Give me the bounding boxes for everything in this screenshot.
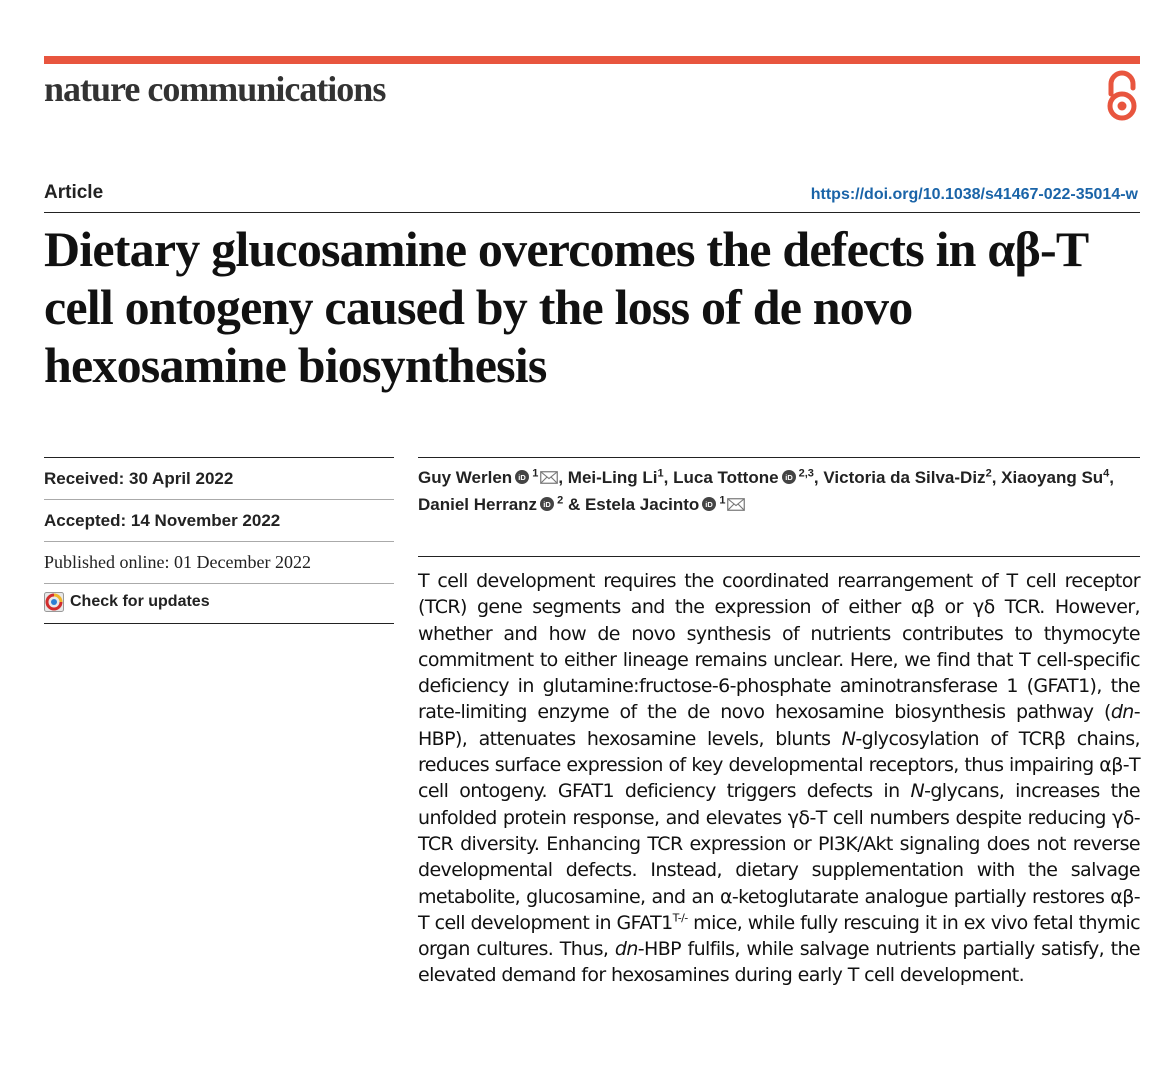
check-for-updates-button[interactable]: [44, 592, 210, 612]
author-affiliation: 2,3: [795, 467, 814, 480]
orcid-icon[interactable]: [540, 497, 554, 511]
author-affiliation: 1: [529, 467, 539, 480]
author-name: Daniel Herranz: [418, 495, 538, 514]
author-1[interactable]: [418, 468, 558, 487]
title-divider: [44, 212, 1140, 213]
abstract: [418, 568, 1140, 989]
updates-divider: [44, 623, 394, 624]
meta-divider-top-left: [44, 457, 394, 458]
author-affiliation: 4: [1103, 467, 1110, 480]
accepted-date: Accepted: 14 November 2022: [44, 511, 281, 530]
orcid-icon[interactable]: [702, 497, 716, 511]
author-7[interactable]: [585, 495, 746, 514]
open-access-icon: [1102, 70, 1142, 122]
orcid-icon[interactable]: [515, 470, 529, 484]
author-6[interactable]: [418, 495, 563, 514]
svg-text:iD: iD: [543, 500, 551, 509]
author-4[interactable]: [823, 468, 991, 487]
author-affiliation: 1: [657, 467, 664, 480]
svg-text:iD: iD: [705, 500, 714, 509]
author-affiliation: 2: [554, 494, 564, 507]
header-accent-bar: [44, 56, 1140, 64]
author-2[interactable]: [568, 468, 664, 487]
published-divider: [44, 583, 394, 584]
received-date: Received: 30 April 2022: [44, 469, 234, 488]
published-date: Published online: 01 December 2022: [44, 552, 311, 572]
email-icon[interactable]: [727, 498, 745, 511]
svg-text:iD: iD: [784, 473, 793, 482]
received-divider: [44, 499, 394, 500]
meta-divider-top-right: [418, 457, 1140, 458]
article-type-label: Article: [44, 182, 104, 203]
svg-text:iD: iD: [518, 473, 526, 482]
abstract-text: T cell development requires the coordinated rearrangement of T cell receptor (TCR) gene segments and the expression of either αβ or γδ TCR. However, whether and how de novo synthesis of nutrients contributes to thymocyte commitment to either lineage remains unclear. Here, we find that T cell-specific deficiency in glutamine:fructose-6-phosphate aminotransferase 1 (GFAT1), the rate-limiting enzyme of the de novo hexosamine biosynthesis pathway (dn-HBP), attenuates hexosamine levels, blunts N-glycosylation of TCRβ chains, reduces surface expression of key developmental receptors, thus impairing αβ-T cell ontogeny. GFAT1 deficiency triggers defects in N-glycans, increases the unfolded protein response, and elevates γδ-T cell numbers despite reducing γδ-TCR diversity. Enhancing TCR expression or PI3K/Akt signaling does not reverse developmental defects. Instead, dietary supplementation with the salvage metabolite, glucosamine, and an α-ketoglutarate analogue partially restores αβ-T cell development in $GFAT1^{T-/-}$ mice, while fully rescuing it in ex vivo fetal thymic organ cultures. Thus, dn-HBP fulfils, while salvage nutrients partially satisfy, the elevated demand for hexosamines during early T cell development.: [418, 570, 1140, 987]
article-title: Dietary glucosamine overcomes the defects in αβ-T cell ontogeny caused by the loss of de novo hexosamine biosynthesis: [44, 221, 1088, 393]
author-affiliation: 1: [716, 494, 726, 507]
author-name: Estela Jacinto: [584, 495, 700, 514]
author-5[interactable]: [1001, 468, 1109, 487]
check-for-updates-label: Check for updates: [70, 593, 210, 610]
check-updates-icon: [44, 592, 64, 612]
author-name: Luca Tottone: [673, 468, 779, 487]
doi-link[interactable]: https://doi.org/10.1038/s41467-022-35014-w: [810, 186, 1138, 203]
email-icon[interactable]: [540, 471, 558, 484]
author-name: Xiaoyang Su: [1001, 468, 1104, 487]
author-name: Guy Werlen: [418, 468, 513, 487]
abstract-divider: [418, 556, 1140, 557]
orcid-icon[interactable]: [782, 470, 796, 484]
author-name: Mei-Ling Li: [567, 468, 658, 487]
author-name: Victoria da Silva-Diz: [823, 468, 986, 487]
accepted-divider: [44, 541, 394, 542]
author-affiliation: 2: [985, 467, 992, 480]
journal-name: nature communications: [44, 69, 386, 109]
author-list: Guy Werlen iD $^1$ , Mei-Ling Li$^1$, Luca Tottone iD $^{2,3}$, Victoria da Silva-Diz$^2$, Xiaoyang Su$^4$, Daniel Herranz iD $^2$ & Estela Jacinto iD $^1$: [418, 467, 1115, 514]
author-3[interactable]: [673, 468, 814, 487]
